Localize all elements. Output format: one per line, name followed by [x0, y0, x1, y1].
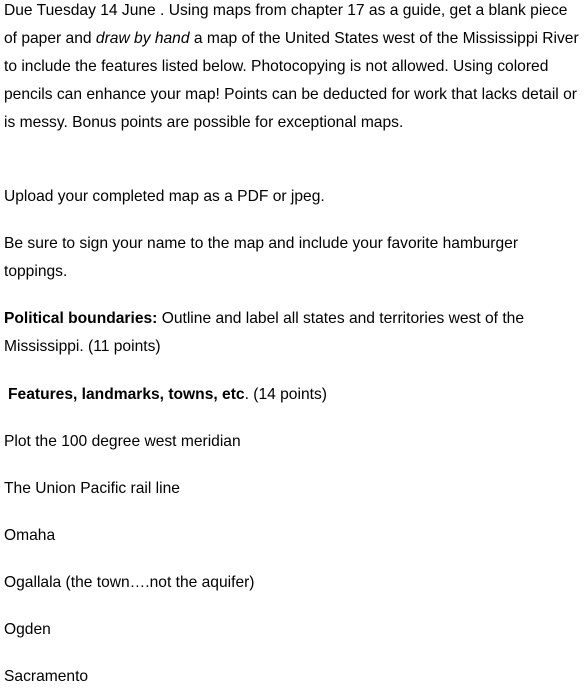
- feature-item: Sacramento: [4, 668, 89, 685]
- political-boundaries-paragraph: [4, 305, 584, 361]
- feature-item: Omaha: [4, 527, 56, 544]
- features-paragraph: [8, 381, 584, 409]
- intro-paragraph: [4, 0, 584, 137]
- feature-item: Plot the 100 degree west meridian: [4, 433, 241, 450]
- upload-paragraph: Upload your completed map as a PDF or jpeg.: [4, 188, 325, 205]
- political-boundaries-heading: Political boundaries:: [4, 310, 158, 327]
- political-boundaries-text: Outline and label all states and territories west of the Mississippi. (11 points): [4, 310, 525, 355]
- intro-text-part1: Due Tuesday 14 June . Using maps from chapter 17 as a guide, get a blank piece of paper and: [4, 2, 568, 47]
- features-heading: Features, landmarks, towns, etc: [8, 386, 245, 403]
- feature-item: The Union Pacific rail line: [4, 480, 180, 497]
- intro-text-part2: a map of the United States west of the Mississippi River to include the features listed below. Photocopying is not allowed. Using colored pencils can enhance your map! Points can be deducted for work that lacks detail or is messy. Bonus points are possible for exceptional maps.: [4, 30, 579, 131]
- feature-item: Ogden: [4, 621, 51, 638]
- intro-emphasis: draw by hand: [95, 30, 190, 47]
- features-text: . (14 points): [244, 386, 327, 403]
- sign-paragraph: Be sure to sign your name to the map and include your favorite hamburger toppings.: [4, 235, 519, 280]
- feature-item: Ogallala (the town….not the aquifer): [4, 574, 255, 591]
